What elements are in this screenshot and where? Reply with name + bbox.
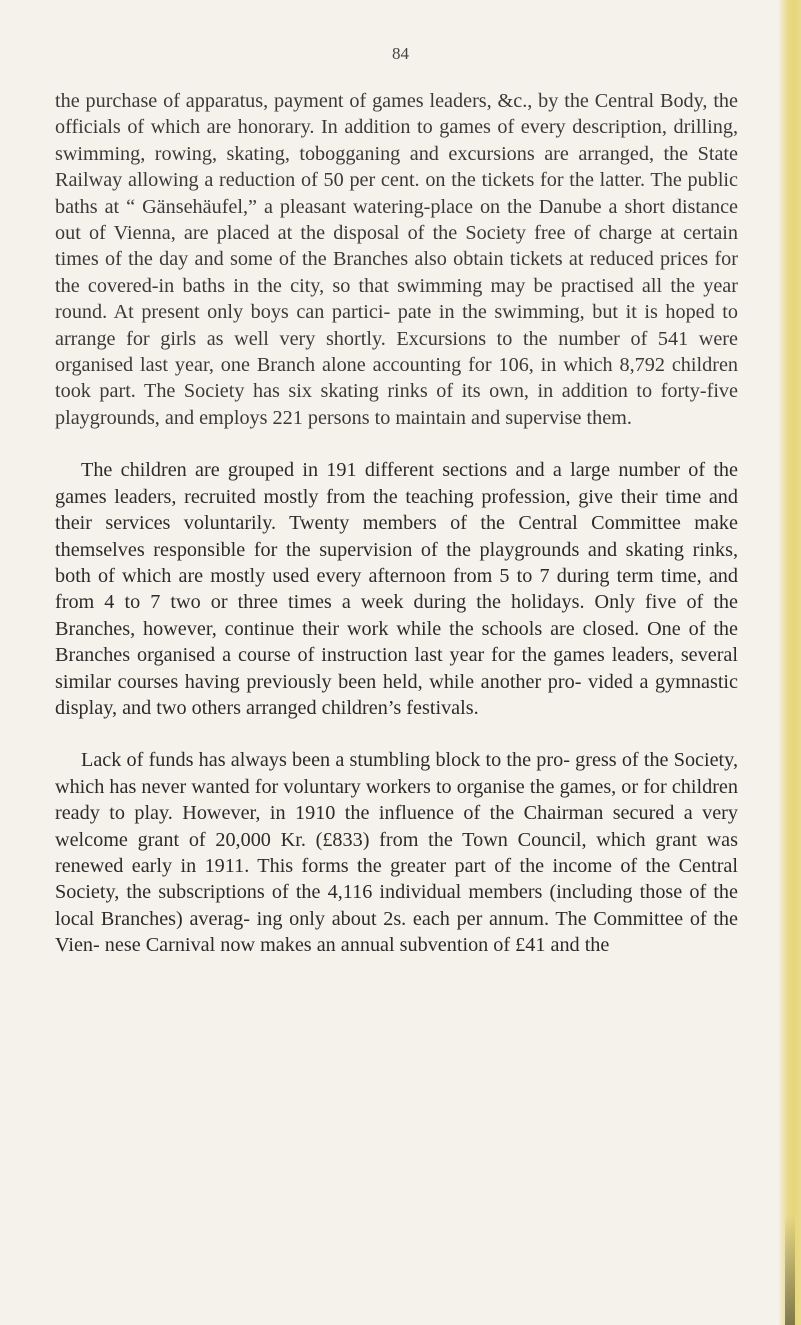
paragraph-gap — [55, 721, 738, 747]
paragraph-gap — [55, 431, 738, 457]
page-number: 84 — [392, 44, 409, 63]
page-edge-shadow — [785, 1215, 795, 1325]
body-text — [55, 88, 738, 959]
paragraph-2: The children are grouped in 191 different sections and a large number of the games leaders, recruited mostly from the teaching profession, give their time and their services voluntarily. Twenty members of the Central Committee make themselves responsible for the supervision of the playgrounds and skating rinks, both of which are mostly used every afternoon from 5 to 7 during term time, and from 4 to 7 two or three times a week during the holidays. Only five of the Branches, however, continue their work while the schools are closed. One of the Branches organised a course of instruction last year for the games leaders, several similar courses having previously been held, while another pro- vided a gymnastic display, and two others arranged children’s festivals. — [55, 459, 738, 719]
page-edge — [779, 0, 801, 1325]
paragraph-1: the purchase of apparatus, payment of games leaders, &c., by the Central Body, the officials of which are honorary. In addition to games of every description, drilling, swimming, rowing, skating, tobogganing and excursions are arranged, the State Railway allowing a reduction of 50 per cent. on the tickets for the latter. The public baths at “ Gänsehäufel,” a pleasant watering-place on the Danube a short distance out of Vienna, are placed at the disposal of the Society free of charge at certain times of the day and some of the Branches also obtain tickets at reduced prices for the covered-in baths in the city, so that swimming may be practised all the year round. At present only boys can partici- pate in the swimming, but it is hoped to arrange for girls as well very shortly. Excursions to the number of 541 were organised last year, one Branch alone accounting for 106, in which 8,792 children took part. The Society has six skating rinks of its own, in addition to forty-five playgrounds, and employs 221 persons to maintain and supervise them. — [55, 90, 738, 429]
paragraph-3: Lack of funds has always been a stumbling block to the pro- gress of the Society, which has never wanted for voluntary workers to organise the games, or for children ready to play. However, in 1910 the influence of the Chairman secured a very welcome grant of 20,000 Kr. (£833) from the Town Council, which grant was renewed early in 1911. This forms the greater part of the income of the Central Society, the subscriptions of the 4,116 individual members (including those of the local Branches) averag- ing only about 2s. each per annum. The Committee of the Vien- nese Carnival now makes an annual subvention of £41 and the — [55, 749, 738, 957]
